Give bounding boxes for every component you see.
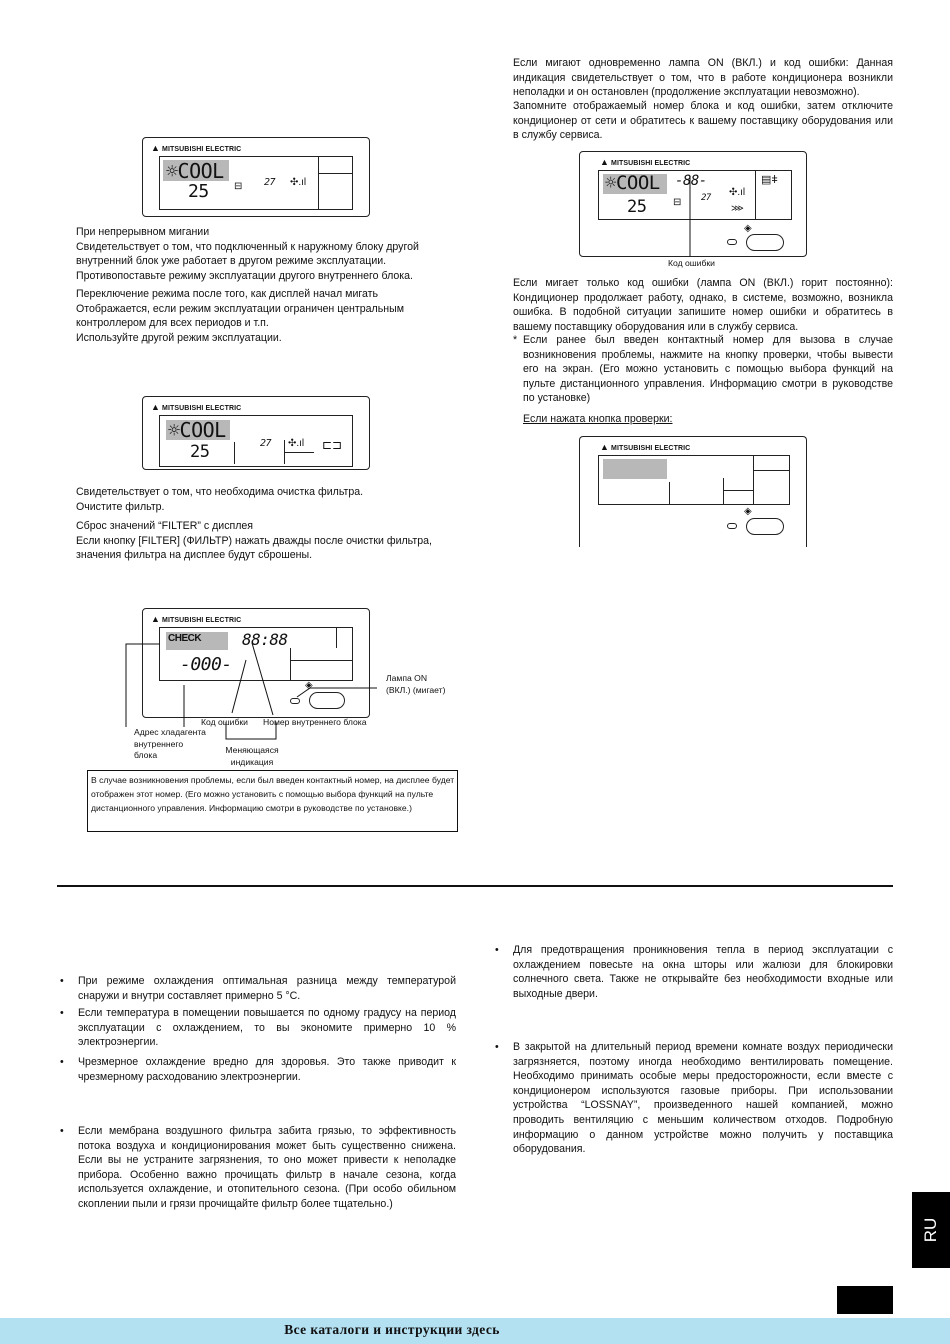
refrigerant-address-label: Адрес хладагента внутреннего блока <box>134 727 206 760</box>
check-indicator: CHECK <box>168 633 202 644</box>
brand-logo: ▲ MITSUBISHI ELECTRIC <box>151 143 242 153</box>
unit-number-digits: 88:88 <box>242 630 288 649</box>
mode-switch-description: Переключение режима после того, как дисплей начал мигать Отображается, если режим эксплуатации ограничен центральным контроллером для всех периодов и т.п. Используйте другой режим эксплуатации. <box>76 288 404 344</box>
room-temperature: 27 <box>264 177 276 188</box>
changing-display-label: Меняющаяся индикация <box>225 745 279 767</box>
brand-logo: ▲ MITSUBISHI ELECTRIC <box>151 402 242 412</box>
set-temperature: 25 <box>188 181 209 202</box>
set-temperature: 25 <box>190 442 210 462</box>
on-off-symbol: ◈ <box>744 223 752 234</box>
on-off-button[interactable] <box>746 518 784 535</box>
language-tab: RU <box>912 1192 950 1268</box>
tip-item: • При режиме охлаждения оптимальная разница между температурой снаружи и внутри составляет примерно 5 °С. <box>60 975 456 1002</box>
thermometer-icon: ▤ǂ <box>761 174 778 186</box>
on-lamp <box>727 523 737 529</box>
error-code-digits: -88- <box>675 173 707 189</box>
blink-description: При непрерывном мигании Свидетельствует о том, что подключенный к наружному блоку другой внутренний блок уже работает в другом режиме эксплуатации. Противопоставьте режиму эксплуатации другого внутреннего блока. <box>76 226 419 282</box>
tip-item: • Для предотвращения проникновения тепла в период эксплуатации с охлаждением повесьте на окна шторы или жалюзи для блокировки солнечного света. Также не открывайте без необходимости входные или выходные двери. <box>495 944 893 1000</box>
filter-icon: ⊟ <box>234 181 243 192</box>
asterisk-note: * Если ранее был введен контактный номер для вызова в случае возникновения проблемы, нажмите на кнопку проверки, чтобы вывести его на экран. (Его можно установить с помощью выбора функций на пульте дистанционного управления. Информацию смотри в руководстве по установке) <box>513 334 893 405</box>
catalog-link[interactable]: Все каталоги и инструкции здесь <box>284 1322 500 1337</box>
lcd-screen <box>598 455 790 505</box>
mode-indicator: ☼COOL <box>168 418 226 442</box>
ventilation-tip: • В закрытой на длительный период времени комнате воздух периодически загрязняется, поэтому иногда необходимо вентилировать помещение. Необходимо принимать особые меры предосторожности, если вместе с кондиционером используются газовые приборы. При использовании устройства “LOSSNAY”, произведенного нашей компанией, можно проводить вентиляцию с меньшим количеством отходов. Подробную информацию о данном устройстве можно получить у поставщика оборудования. <box>495 1041 893 1156</box>
brand-logo: ▲ MITSUBISHI ELECTRIC <box>600 442 691 452</box>
filter-reset-description: Сброс значений “FILTER” с дисплея Если кнопку [FILTER] (ФИЛЬТР) нажать дважды после очистки фильтра, значения фильтра на дисплее будут сброшены. <box>76 520 432 562</box>
on-off-symbol: ◈ <box>744 506 752 517</box>
mode-indicator: ☼COOL <box>166 159 224 183</box>
check-pressed-heading: Если нажата кнопка проверки: <box>523 413 673 425</box>
page-number-box <box>837 1286 893 1314</box>
unit-number-label: Номер внутреннего блока <box>263 717 367 727</box>
brand-logo: ▲ MITSUBISHI ELECTRIC <box>600 157 691 167</box>
filter-tip: • Если мембрана воздушного фильтра забита грязью, то эффективность потока воздуха и кондиционирования может быть существенно снижена. Если вы не устраните загрязнения, то оно может привести к неполадке прибора. Особенно важно прочищать фильтр в начале сезона, когда используется охлаждение, и отопительного сезона. (При особо обильном скоплении пыли и грязи прочищайте фильтр более тщательно.) <box>60 1125 456 1210</box>
error-code-caption: Код ошибки <box>668 258 715 268</box>
on-lamp-label: Лампа ON (ВКЛ.) (мигает) <box>386 673 446 695</box>
tip-item: • Чрезмерное охлаждение вредно для здоровья. Это также приводит к чрезмерному расходованию электроэнергии. <box>60 1056 456 1083</box>
footer-banner <box>0 1318 950 1344</box>
fan-speed-icon: ✣.ıl <box>288 438 305 449</box>
filter-description: Свидетельствует о том, что необходима очистка фильтра. Очистите фильтр. <box>76 486 364 513</box>
note-box: В случае возникновения проблемы, если был введен контактный номер, на дисплее будет отображен этот номер. (Его можно установить с помощью выбора функций на пульте дистанционного управления. Информацию смотри в руководстве по установке.) <box>87 770 458 832</box>
asterisk-mark: * <box>513 334 518 346</box>
fan-speed-icon: ✣.ıl <box>729 187 746 198</box>
remote-display-check-pressed <box>579 436 807 547</box>
error-only-paragraph: Если мигает только код ошибки (лампа ON (ВКЛ.) горит постоянно): Кондиционер продолжает работу, однако, в системе, возможно, возникла ошибка. В подобной ситуации запишите номер ошибки и обратитесь в вашему поставщику оборудования или в службу сервиса. <box>513 277 893 333</box>
error-code-label: Код ошибки <box>201 717 248 727</box>
room-temperature: 27 <box>701 193 711 203</box>
section-divider <box>57 885 893 887</box>
fan-speed-icon: ✣.ıl <box>290 177 307 188</box>
filter-blinking-icon: ⊏⊐ <box>322 438 343 452</box>
mode-indicator: ☼COOL <box>605 172 660 194</box>
record-error-paragraph: Запомните отображаемый номер блока и код ошибки, затем отключите кондиционер от сети и обратитесь к вашему поставщику оборудования или в службу сервиса. <box>513 100 893 142</box>
tip-item: • Если температура в помещении повышается по одному градусу на период эксплуатации с охлаждением, то вы экономите примерно 10 % электроэнергии. <box>60 1007 456 1049</box>
refrigerant-address-digits: -000- <box>180 654 232 675</box>
set-temperature: 25 <box>627 197 647 217</box>
vane-icon: ⋙ <box>731 203 744 213</box>
on-off-symbol: ◈ <box>305 680 313 691</box>
blinking-error-paragraph: Если мигают одновременно лампа ON (ВКЛ.) и код ошибки: Данная индикация свидетельствует о том, что в работе кондиционера возникли неполадки и он остановлен (продолжение эксплуатации невозможно). <box>513 57 893 99</box>
brand-logo: ▲ MITSUBISHI ELECTRIC <box>151 614 242 624</box>
filter-icon: ⊟ <box>673 197 682 208</box>
room-temperature: 27 <box>260 438 272 449</box>
